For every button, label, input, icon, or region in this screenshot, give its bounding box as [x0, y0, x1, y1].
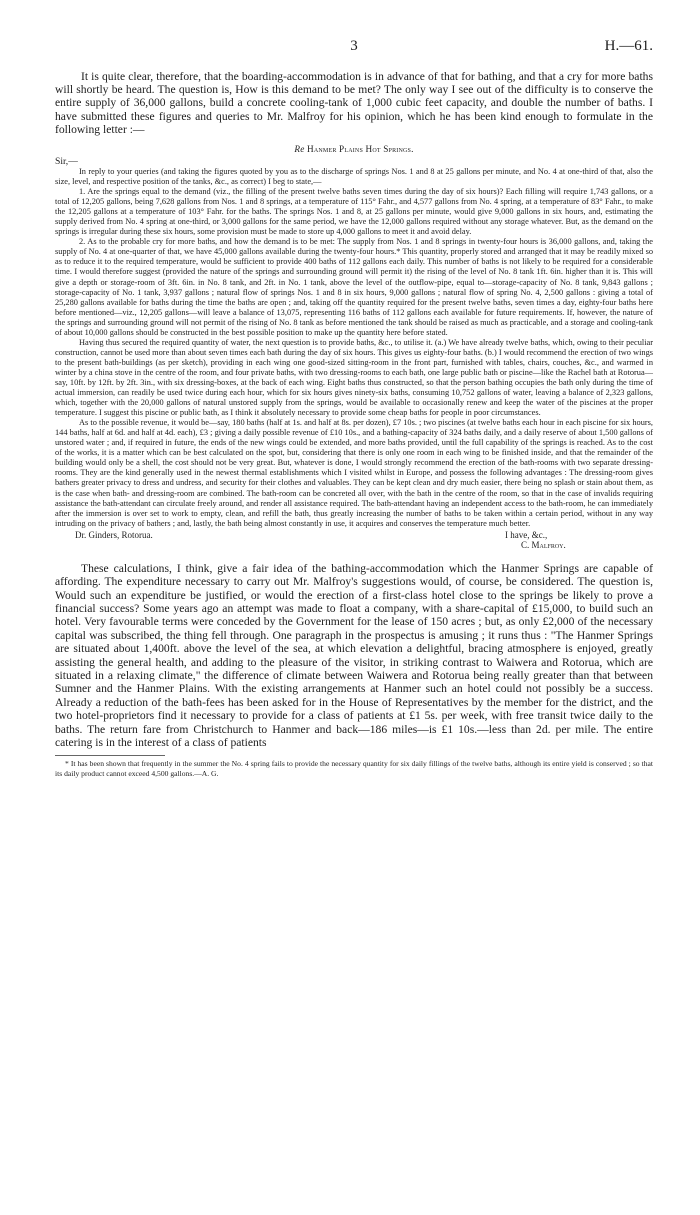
footnote: * It has been shown that frequently in the summer the No. 4 spring fails to provide the necessary quantity for six daily fillings of the twelve baths, although its entire yield is conserved ; so that its daily product cannot exceed 4,500 gallons.—A. G.: [55, 759, 653, 778]
intro-paragraph: It is quite clear, therefore, that the boarding-accommodation is in advance of that for bathing, and that a cry for more baths will shortly be heard. The question is, How is this demand to be met? The only way I see out of the difficulty is to conserve the entire supply of 36,000 gallons, build a concrete cooling-tank of 1,000 cubic feet capacity, and double the number of baths. I have submitted these figures and queries to Mr. Malfroy for his opinion, which he has been kind enough to formulate in the following letter :—: [55, 70, 653, 136]
letter-paragraph: 1. Are the springs equal to the demand (viz., the filling of the present twelve baths seven times during the day of six hours)? Each filling will require 1,743 gallons, or a total of 12,205 gallons, being 7,628 gallons from Nos. 1 and 8 springs, at a temperature of 115° Fahr., and 4,577 gallons from No. 4 spring, at a temperature of 83° Fahr., to make the 12,205 gallons at a temperature of 103° Fahr. for the baths. The springs Nos. 1 and 8, at 25 gallons per minute, would give 9,000 gallons in six hours, and, estimating the supply derived from No. 4 spring at one-third, or 3,000 gallons for the same period, we have the 12,000 gallons required without any storage whatever. But, as the demand on the springs is irregular during these six hours, some provision must be made to store up 4,000 gallons to meet it and avoid delay.: [55, 187, 653, 237]
letter-paragraph: As to the possible revenue, it would be—say, 180 baths (half at 1s. and half at 8s. per dozen), £7 10s. ; two piscines (at twelve baths each hour in each piscine for six hours, 144 baths, half at 6d. and half at 4d. each), £3 ; giving a daily possible revenue of £10 10s., and a bathing-capacity of 324 baths daily, and a daily reserve of about 1,500 gallons of unstored water ; and, if required in future, the ends of the new wings could be extended, and more baths provided, until the full capability of the springs is reached. As to the cost of the works, it is a matter which can be best calculated on the spot, but, considering that there is only one room in each wing to be finished inside, and that the remainder of the building would only be a shell, the cost should not be very great. But, whatever is done, I would strongly recommend the erection of the bath-rooms with two separate dressing-rooms. They are the kind generally used in the newest thermal establishments which I visited whilst in Europe, and possess the following advantages : The dressing-room gives bathers greater privacy to dress and undress, and security for their clothes and valuables. They can be kept clean and dry much easier, there being no splash or stain about them, as is the case when bath- and dressing-room are combined. The bath-room can be concreted all over, with the bath in the centre of the room, so that in the case of invalids requiring assistance the bath-attendant can circulate freely around, and render all assistance required. The bath-attendant having an independent access to the bath-room, he can immediately after the immersion is over set to work to empty, clean, and refill the bath, thus greatly increasing the number of baths to be taken within a certain period, without in any way intruding on the privacy of bathers ; and, lastly, the bath being almost constantly in use, it acquires and conserves the temperature much better.: [55, 418, 653, 528]
page-number: 3: [350, 38, 358, 54]
letter-subject: Hanmer Plains Hot Springs.: [307, 144, 414, 155]
letter-signoff: [55, 530, 653, 552]
footnote-divider: [55, 755, 165, 756]
letter-body: [55, 167, 653, 529]
letter-addressee: Dr. Ginders, Rotorua.: [75, 529, 153, 540]
closing-paragraph: These calculations, I think, give a fair idea of the bathing-accommodation which the Hanmer Springs are capable of affording. The expenditure necessary to carry out Mr. Malfroy's suggestions would, of course, be considered. The question is, Would such an expenditure be justified, or would the erection of a first-class hotel close to the springs be likely to prove a financial success? Some years ago an attempt was made to float a company, with a share-capital of £15,000, to build such an hotel. Very favourable terms were conceded by the Government for the lease of 150 acres ; but, as only £2,000 of the necessary capital was subscribed, the thing fell through. One paragraph in the prospectus is amusing ; it runs thus : "The Hanmer Springs are situated about 1,400ft. above the level of the sea, at which elevation a delightful, bracing atmosphere is enjoyed, greatly assisting the general health, and adding to the pleasure of the visitor, in striking contrast to Waiwera and Rotorua, which are situated in a relaxing climate," the difference of climate between Waiwera and Rotorua being really greater than that between Sumner and the Hanmer Plains. With the existing arrangements at Hanmer such an hotel could not possibly be a success. Already a reduction of the bath-fees has been asked for in the House of Representatives by the member for the district, and the two hotel-proprietors find it necessary to provide for a class of patients at £1 5s. per week, with free transit twice daily to the baths. The return fare from Christchurch to Hanmer and back—186 miles—is £1 10s.—less than 2d. per mile. The entire catering is in the interest of a class of patients: [55, 561, 653, 749]
document-page: [55, 38, 653, 778]
letter-title: [55, 144, 653, 154]
letter-paragraph: Having thus secured the required quantity of water, the next question is to provide baths, &c., to utilise it. (a.) We have already twelve baths, which, owing to their peculiar construction, cannot be used more than about seven times each bath during the day of six hours. This gives us eighty-four baths. (b.) I would recommend the erection of two wings to the present bath-buildings (as per sketch), providing in each wing one good-sized sitting-room in the front part, furnished with tables, chairs, couches, &c., and warmed in winter by a china stove in the centre of the room, and four private baths, with two dressing-rooms to each bath, one large public bath or piscine—like the Rachel bath at Rotorua—say, 10ft. by 12ft. by 2ft. 3in., with six dressing-boxes, at the back of each wing. Eight baths thus constructed, so that the person bathing occupies the bath only during the time of actual immersion, can readily be used twice during each hour, which for six hours gives ninety-six baths, consuming 10,752 gallons of water, leaving a balance of 2,323 gallons, which, together with the 20,000 gallons of natural unstored supply from the springs, would be available to occasionally renew and keep the water of the piscines at the proper temperature. I suggest this piscine or public bath, as I think it absolutely necessary to provide some cheap baths for people in poor circumstances.: [55, 337, 653, 418]
letter-paragraph: 2. As to the probable cry for more baths, and how the demand is to be met: The supply from Nos. 1 and 8 springs in twenty-four hours is 36,000 gallons, and, taking the supply of No. 4 at one-quarter of that, we have 45,000 gallons available during the twenty-four hours.* This quantity, properly stored and arranged that it may be readily mixed so as to reduce it to the required temperature, would be sufficient to provide 400 baths of 112 gallons each daily. This number of baths is not likely to be required for a considerable time. I would therefore suggest (provided the nature of the springs and surrounding ground will permit it) the rising of the level of No. 8 tank 1ft. 6in. higher than it is. This will give a depth or storage-room of 3ft. 6in. in No. 8 tank, and 2ft. in No. 1 tank, above the level of the outflow-pipe, equal to—storage-capacity of No. 8 tank, 9,843 gallons ; storage-capacity of No. 1 tank, 3,937 gallons ; natural flow of springs Nos. 1 and 8 in six hours, 9,000 gallons ; natural flow of spring No. 4, 2,500 gallons : giving a total of 25,280 gallons available for baths during the time the baths are open ; and, taking off the quantity required for the present twelve baths, seven times a day, eighty-four baths here before mentioned—viz., 12,205 gallons—will leave a balance of 13,075, representing 116 baths of 112 gallons each available for future requirements. If, however, the nature of the springs and surrounding ground will not permit of the rising of No. 8 tank as before mentioned the tank should be raised as much as practicable, and a storage and cooling-tank of about 10,000 gallons should be constructed in the best possible position to make up the quantity here before stated.: [55, 237, 653, 337]
letter-salutation: Sir,—: [55, 156, 78, 168]
letter-signature: C. Malfroy.: [521, 539, 566, 550]
letter-re: Re: [294, 144, 305, 155]
letter-closing: I have, &c.,: [505, 529, 548, 540]
paper-reference: H.—61.: [604, 38, 653, 54]
letter-paragraph: In reply to your queries (and taking the figures quoted by you as to the discharge of springs Nos. 1 and 8 at 25 gallons per minute, and No. 4 at one-third of that, also the size, level, and respective position of the tanks, &c., as correct) I beg to state,—: [55, 167, 653, 187]
page-header: [55, 38, 653, 64]
